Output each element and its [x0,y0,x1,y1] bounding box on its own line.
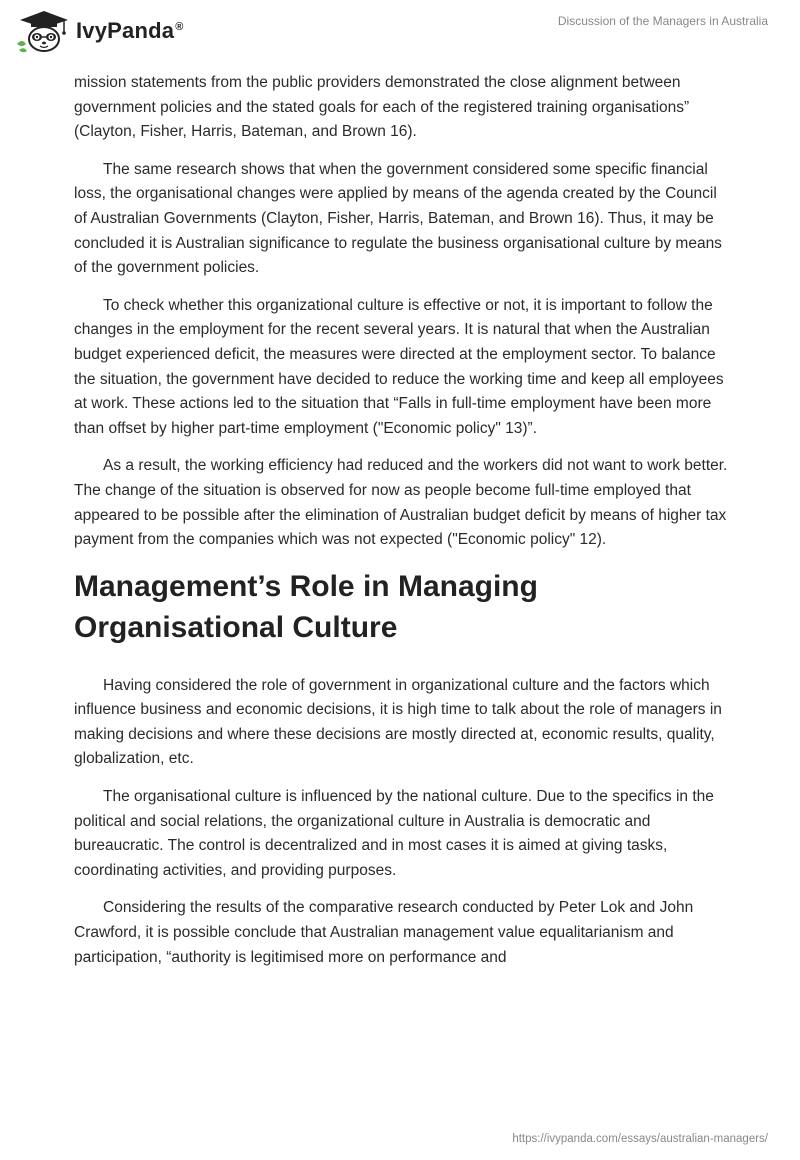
section-heading: Management’s Role in Managing Organisational Culture [74,569,538,644]
document-title: Discussion of the Managers in Australia [557,14,768,28]
body-paragraph: To check whether this organizational culture is effective or not, it is important to follow the changes in the employment for the recent several years. It is natural that when the Australian budget experienced deficit, the measures were directed at the employment sector. To balance the situation, the government have decided to reduce the working time and keep all employees at work. These actions led to the situation that “Falls in full-time employment have been more than offset by higher part-time employment ("Economic policy" 13)”. [74,296,724,437]
essay-body [74,71,730,983]
brand-name: IvyPanda® [76,18,184,43]
page-header [0,0,800,70]
registered-mark: ® [175,20,184,33]
body-paragraph: As a result, the working efficiency had reduced and the workers did not want to work better. The change of the situation is observed for now as people become full-time employed that appeared to be possible after the elimination of Australian budget deficit by means of higher tax payment from the companies which was not expected ("Economic policy" 12). [74,457,728,549]
body-paragraph: Having considered the role of government in organizational culture and the factors which influence business and economic decisions, it is high time to talk about the role of managers in making decisions and where these decisions are mostly directed at, economic results, quality, globalization, etc. [74,676,722,768]
body-paragraph: The same research shows that when the government considered some specific financial loss, the organisational changes were applied by means of the agenda created by the Council of Australian Governments (Clayton, Fisher, Harris, Bateman, and Brown 16). Thus, it may be concluded it is Australian significance to regulate the business organisational culture by means of the government policies. [74,160,722,277]
body-paragraph: The organisational culture is influenced by the national culture. Due to the specifics in the political and social relations, the organizational culture in Australia is democratic and bureaucratic. The control is decentralized and in most cases it is aimed at giving tasks, coordinating activities, and providing purposes. [74,788,714,879]
body-paragraph: Considering the results of the comparative research conducted by Peter Lok and John Crawford, it is possible conclude that Australian management value equalitarianism and participation, “authority is legitimised more on performance and [74,899,694,966]
panda-graduate-icon [14,8,70,54]
body-paragraph: mission statements from the public providers demonstrated the close alignment between government policies and the stated goals for each of the registered training organisations” (Clayton, Fisher, Harris, Bateman, and Brown 16). [74,74,690,141]
source-url[interactable]: https://ivypanda.com/essays/australian-managers/ [512,1133,768,1145]
brand-logo[interactable] [14,8,184,54]
